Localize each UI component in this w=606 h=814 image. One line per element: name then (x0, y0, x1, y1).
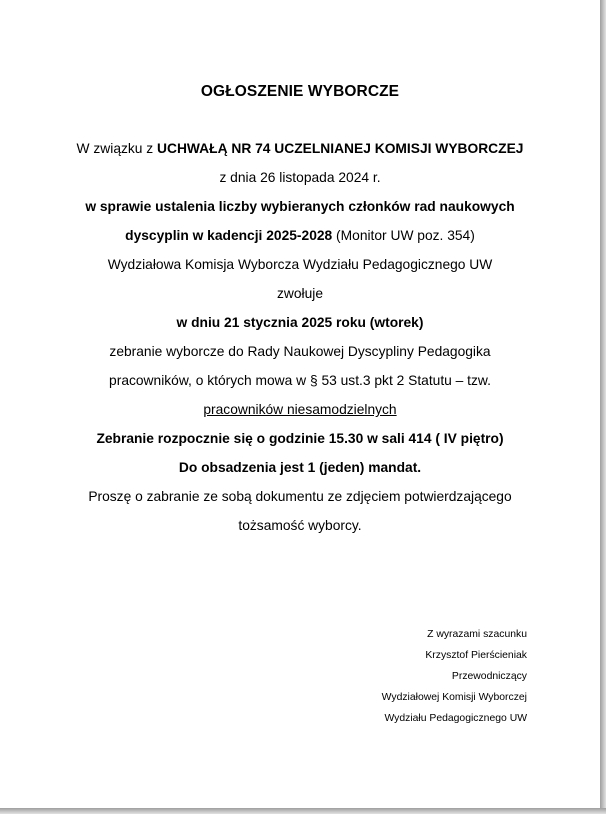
signature-block (382, 624, 527, 729)
resolution-date: z dnia 26 listopada 2024 r. (219, 170, 381, 185)
meeting-date: w dniu 21 stycznia 2025 roku (wtorek) (176, 315, 424, 330)
signature-org-line-1: Wydziałowej Komisji Wyborczej (381, 692, 527, 703)
page-shadow-right (600, 0, 606, 814)
page-shadow-bottom (0, 808, 606, 814)
mandate-count: Do obsadzenia jest 1 (jeden) mandat. (178, 460, 422, 475)
line1-prefix: W związku z (76, 141, 158, 156)
signature-name: Krzysztof Pierścieniak (425, 650, 527, 661)
signature-org-line-2: Wydziału Pedagogicznego UW (384, 713, 527, 724)
announcement-body (30, 134, 570, 540)
document-title: OGŁOSZENIE WYBORCZE (200, 83, 400, 100)
signature-greeting: Z wyrazami szacunku (427, 629, 527, 640)
signature-role: Przewodniczący (451, 671, 527, 682)
monitor-reference: (Monitor UW poz. 354) (332, 228, 475, 243)
employee-group-name: pracowników niesamodzielnych (203, 402, 397, 417)
resolution-subject-line-1: w sprawie ustalenia liczby wybieranych członków rad naukowych (85, 199, 515, 214)
meeting-time-location: Zebranie rozpocznie się o godzinie 15.30 w sali 414 ( IV piętro) (96, 431, 504, 446)
meeting-purpose: zebranie wyborcze do Rady Naukowej Dyscypliny Pedagogika (109, 344, 491, 359)
body-line-4 (30, 221, 570, 250)
convenes-word: zwołuje (276, 286, 323, 301)
id-request-line-2: tożsamość wyborcy. (238, 518, 362, 533)
id-request-line-1: Proszę o zabranie ze sobą dokumentu ze zdjęciem potwierdzającego (88, 489, 512, 504)
body-line-1 (30, 134, 570, 163)
resolution-name: UCHWAŁĄ NR 74 UCZELNIANEJ KOMISJI WYBORCZEJ (157, 141, 524, 156)
employee-group-name-line (30, 395, 570, 424)
resolution-subject-line-2: dyscyplin w kadencji 2025-2028 (125, 228, 333, 243)
commission-name: Wydziałowa Komisja Wyborcza Wydziału Pedagogicznego UW (107, 257, 493, 272)
employee-group-description: pracowników, o których mowa w § 53 ust.3 pkt 2 Statutu – tzw. (109, 373, 491, 388)
